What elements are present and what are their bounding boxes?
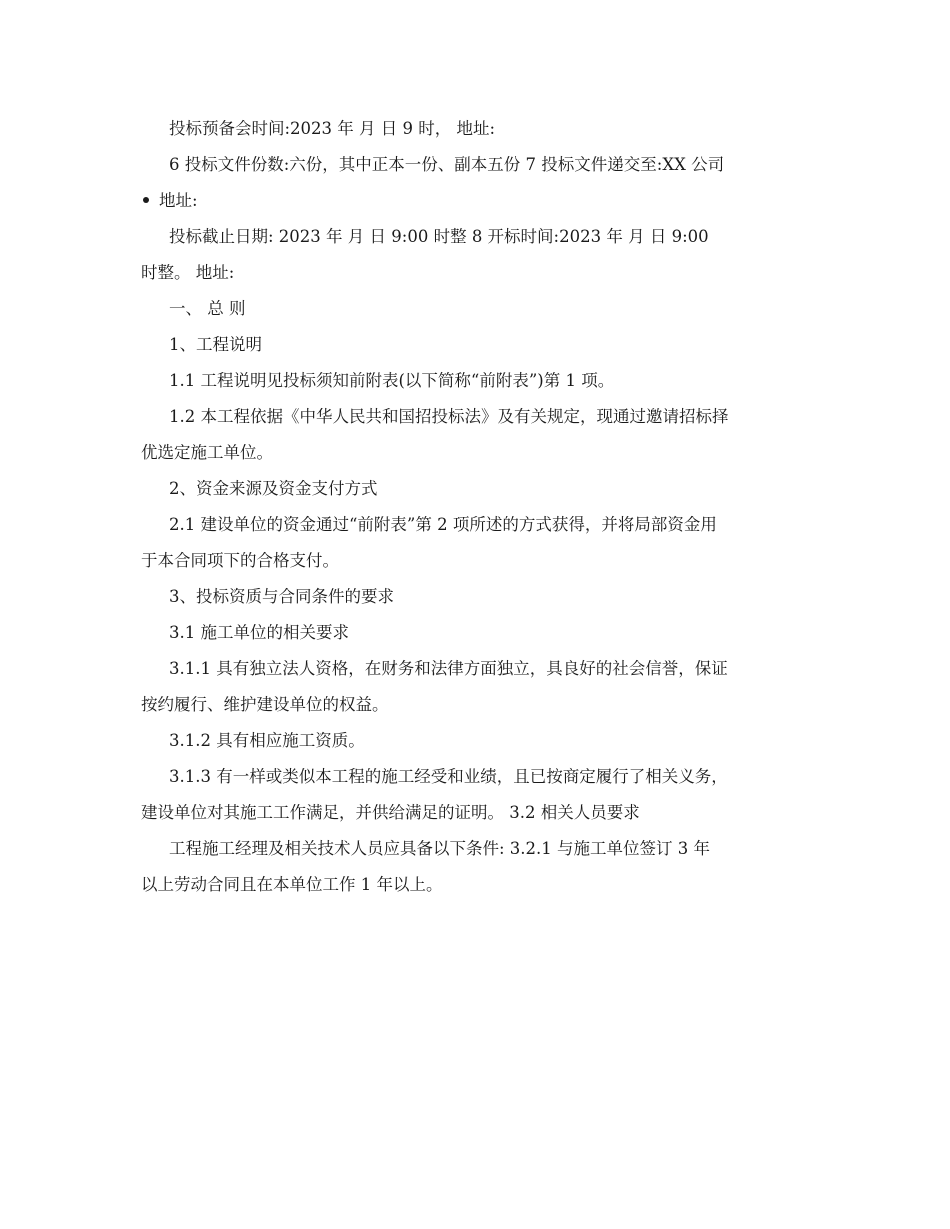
deadline-line-2: 时整。 地址: [141, 263, 235, 282]
address-bullet-row [141, 183, 801, 219]
item-3-1-3-line-2: 建设单位对其施工工作满足，并供给满足的证明。 3.2 相关人员要求 [141, 803, 640, 822]
item-3-2-1-line-2: 以上劳动合同且在本单位工作 1 年以上。 [141, 875, 443, 894]
section-general-heading: 一、 总 则 [169, 299, 246, 318]
item-1-2-line-1: 1.2 本工程依据《中华人民共和国招投标法》及有关规定，现通过邀请招标择 [169, 407, 729, 426]
heading-qualification: 3、投标资质与合同条件的要求 [169, 587, 394, 606]
item-3-2-1-line-1: 工程施工经理及相关技术人员应具备以下条件: 3.2.1 与施工单位签订 3 年 [169, 839, 711, 858]
address-label: 地址: [159, 191, 198, 210]
item-3-1-2: 3.1.2 具有相应施工资质。 [169, 731, 365, 750]
heading-funding: 2、资金来源及资金支付方式 [169, 479, 378, 498]
deadline-line-1: 投标截止日期: 2023 年 月 日 9:00 时整 8 开标时间:2023 年 月 日 9:00 [169, 227, 709, 246]
item-3-1-1-line-1: 3.1.1 具有独立法人资格，在财务和法律方面独立，具良好的社会信誉，保证 [169, 659, 728, 678]
document-body [141, 111, 801, 903]
heading-project-description: 1、工程说明 [169, 335, 262, 354]
item-1-1: 1.1 工程说明见投标须知前附表(以下简称“前附表”)第 1 项。 [169, 371, 615, 390]
item-2-1-line-2: 于本合同项下的合格支付。 [141, 551, 339, 570]
bullet-icon [143, 197, 149, 203]
meeting-time-line: 投标预备会时间:2023 年 月 日 9 时， 地址: [169, 119, 496, 138]
item-3-1: 3.1 施工单位的相关要求 [169, 623, 349, 642]
item-2-1-line-1: 2.1 建设单位的资金通过“前附表”第 2 项所述的方式获得，并将局部资金用 [169, 515, 717, 534]
item-3-1-3-line-1: 3.1.3 有一样或类似本工程的施工经受和业绩，且已按商定履行了相关义务， [169, 767, 728, 786]
item-1-2-line-2: 优选定施工单位。 [141, 443, 273, 462]
item-3-1-1-line-2: 按约履行、维护建设单位的权益。 [141, 695, 389, 714]
copies-line: 6 投标文件份数:六份，其中正本一份、副本五份 7 投标文件递交至:XX 公司 [169, 155, 725, 174]
